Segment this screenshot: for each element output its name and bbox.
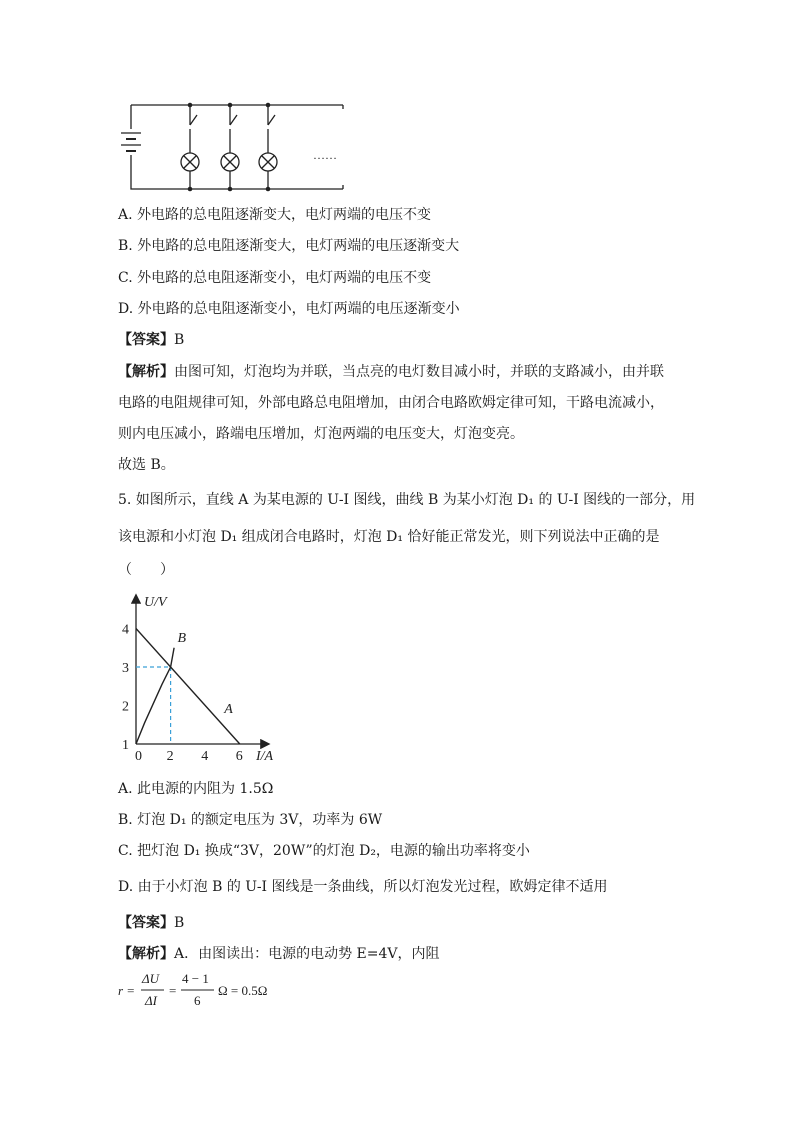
internal-resistance-formula [118,968,298,1012]
q5-option-b: B. 灯泡 D₁ 的额定电压为 3V，功率为 6W [118,812,383,828]
x-axis-label: I/A [256,749,274,764]
q5-option-c: C. 把灯泡 D₁ 换成“3V，20W”的灯泡 D₂，电源的输出功率将变小 [118,843,530,859]
q4-option-d: D. 外电路的总电阻逐渐变小，电灯两端的电压逐渐变小 [118,301,460,317]
q5-stem-line-1: 5. 如图所示，直线 A 为某电源的 U-I 图线，曲线 B 为某小灯泡 D₁ 的 U-I 图线的一部分，用 [118,492,696,508]
y-tick-label: 3 [122,661,129,676]
circuit-diagram [115,95,355,195]
q4-analysis-line-2: 电路的电阻规律可知，外部电路总电阻增加，由闭合电路欧姆定律可知，干路电流减小， [118,395,664,411]
formula-num2: 4 − 1 [182,971,209,986]
q5-answer-label: 【答案】 [118,915,174,931]
formula-rhs: Ω = 0.5Ω [218,983,268,998]
formula-eq: = [169,983,177,998]
q5-answer [118,913,184,933]
q4-answer [118,330,184,350]
x-tick-label: 2 [166,749,174,764]
y-tick-label: 4 [122,622,129,638]
series-label-A: A [224,702,233,718]
formula-den1: ΔI [145,993,157,1008]
q5-option-a: A. 此电源的内阻为 1.5Ω [118,781,274,797]
formula-num1: ΔU [142,971,160,986]
q5-answer-value: B [174,915,185,931]
series-line-B [136,648,174,744]
q4-option-c: C. 外电路的总电阻逐渐变小，电灯两端的电压不变 [118,270,432,286]
q4-option-a: A. 外电路的总电阻逐渐变大，电灯两端的电压不变 [118,207,432,223]
q4-analysis-label: 【解析】 [118,364,174,380]
lamp-branch-3 [259,105,277,189]
y-axis-label: U/V [144,595,167,610]
q4-analysis-line-1: 【解析】由图可知，灯泡均为并联，当点亮的电灯数目减小时，并联的支路减小，由并联 [118,364,664,380]
q4-conclusion: 故选 B。 [118,457,175,473]
q5-analysis-line: 【解析】A．由图读出：电源的电动势 E=4V，内阻 [118,946,440,962]
ui-graph [110,590,290,770]
q4-analysis-line-3: 则内电压减小，路端电压增加，灯泡两端的电压变大，灯泡变亮。 [118,426,524,442]
q5-stem-line-3: （ ） [118,562,174,578]
formula-den2: 6 [194,993,201,1008]
q4-answer-value: B [174,332,185,348]
y-tick-label: 2 [122,699,129,715]
series-line-A [136,629,240,745]
lamp-branch-1 [181,105,199,189]
formula-lhs: r = [118,983,136,998]
x-tick-label: 4 [201,749,209,764]
lamp-branch-2 [221,105,239,189]
q4-answer-label: 【答案】 [118,332,174,348]
x-tick-label: 0 [135,749,142,764]
q5-option-d: D. 由于小灯泡 B 的 U-I 图线是一条曲线，所以灯泡发光过程，欧姆定律不适用 [118,879,608,895]
q5-stem-line-2: 该电源和小灯泡 D₁ 组成闭合电路时，灯泡 D₁ 恰好能正常发光，则下列说法中正确的是 [118,529,660,545]
x-tick-label: 6 [235,749,243,764]
y-tick-label: 1 [122,738,129,753]
circuit-ellipsis: …… [313,148,337,162]
q4-option-b: B. 外电路的总电阻逐渐变大，电灯两端的电压逐渐变大 [118,238,460,254]
series-label-B: B [177,630,187,646]
q5-analysis-label: 【解析】 [118,946,174,962]
